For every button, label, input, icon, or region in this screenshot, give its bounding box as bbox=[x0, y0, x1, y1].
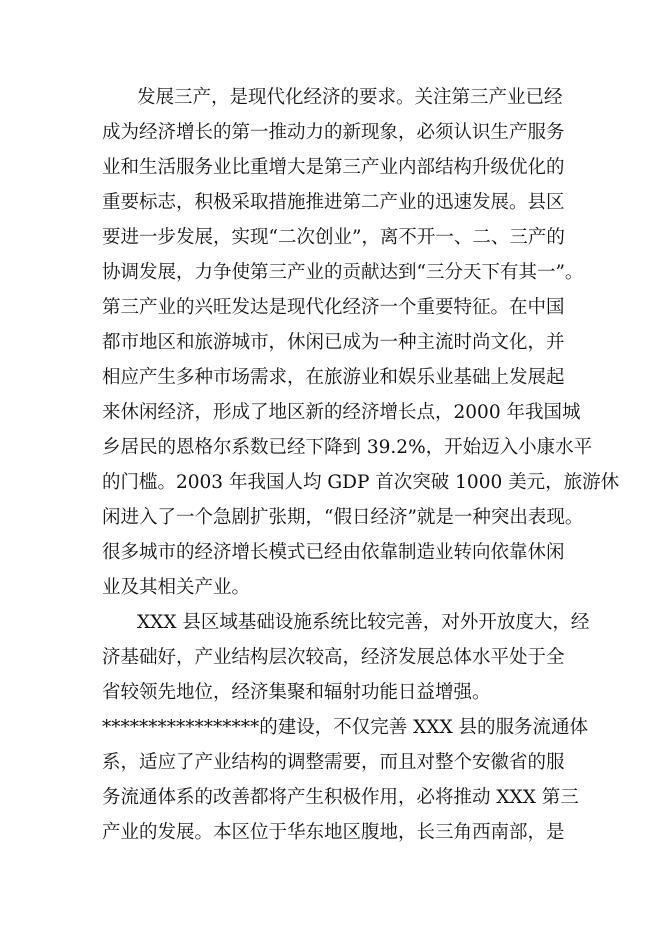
paragraph-1-line-9: 相应产生多种市场需求，在旅游业和娱乐业基础上发展起 bbox=[102, 367, 565, 388]
paragraph-2-line-3: 省较领先地位，经济集聚和辐射功能日益增强。 bbox=[102, 682, 491, 703]
paragraph-1-line-13: 闲进入了一个急剧扩张期，“假日经济”就是一种突出表现。 bbox=[102, 507, 584, 528]
paragraph-1-line-4: 重要标志，积极采取措施推进第二产业的迅速发展。县区 bbox=[102, 192, 565, 213]
paragraph-1-line-14: 很多城市的经济增长模式已经由依靠制造业转向依靠休闲 bbox=[102, 542, 565, 563]
paragraph-1-line-11: 乡居民的恩格尔系数已经下降到 39.2%，开始迈入小康水平 bbox=[102, 437, 593, 458]
paragraph-1-line-1: 发展三产，是现代化经济的要求。关注第三产业已经 bbox=[137, 87, 563, 108]
paragraph-1-line-10: 来休闲经济，形成了地区新的经济增长点，2000 年我国城 bbox=[102, 402, 581, 423]
paragraph-1-line-6: 协调发展，力争使第三产业的贡献达到“三分天下有其一”。 bbox=[102, 262, 584, 283]
paragraph-3-line-1: *****************的建设，不仅完善 XXX 县的服务流通体 bbox=[102, 717, 589, 738]
paragraph-1-line-7: 第三产业的兴旺发达是现代化经济一个重要特征。在中国 bbox=[102, 297, 565, 318]
paragraph-3-line-2: 系，适应了产业结构的调整需要，而且对整个安徽省的服 bbox=[102, 752, 565, 773]
paragraph-1-line-15: 业及其相关产业。 bbox=[102, 577, 251, 598]
paragraph-1-line-2: 成为经济增长的第一推动力的新现象，必须认识生产服务 bbox=[102, 122, 565, 143]
paragraph-2-line-1: XXX 县区域基础设施系统比较完善，对外开放度大，经 bbox=[137, 612, 590, 633]
paragraph-3-line-4: 产业的发展。本区位于华东地区腹地，长三角西南部，是 bbox=[102, 822, 565, 843]
paragraph-1-line-12: 的门槛。2003 年我国人均 GDP 首次突破 1000 美元，旅游休 bbox=[102, 472, 620, 493]
paragraph-3-line-3: 务流通体系的改善都将产生积极作用，必将推动 XXX 第三 bbox=[102, 787, 579, 808]
paragraph-1-line-5: 要进一步发展，实现“二次创业”，离不开一、二、三产的 bbox=[102, 227, 565, 248]
paragraph-2-line-2: 济基础好，产业结构层次较高，经济发展总体水平处于全 bbox=[102, 647, 565, 668]
paragraph-1-line-3: 业和生活服务业比重增大是第三产业内部结构升级优化的 bbox=[102, 157, 565, 178]
paragraph-1-line-8: 都市地区和旅游城市，休闲已成为一种主流时尚文化，并 bbox=[102, 332, 565, 353]
